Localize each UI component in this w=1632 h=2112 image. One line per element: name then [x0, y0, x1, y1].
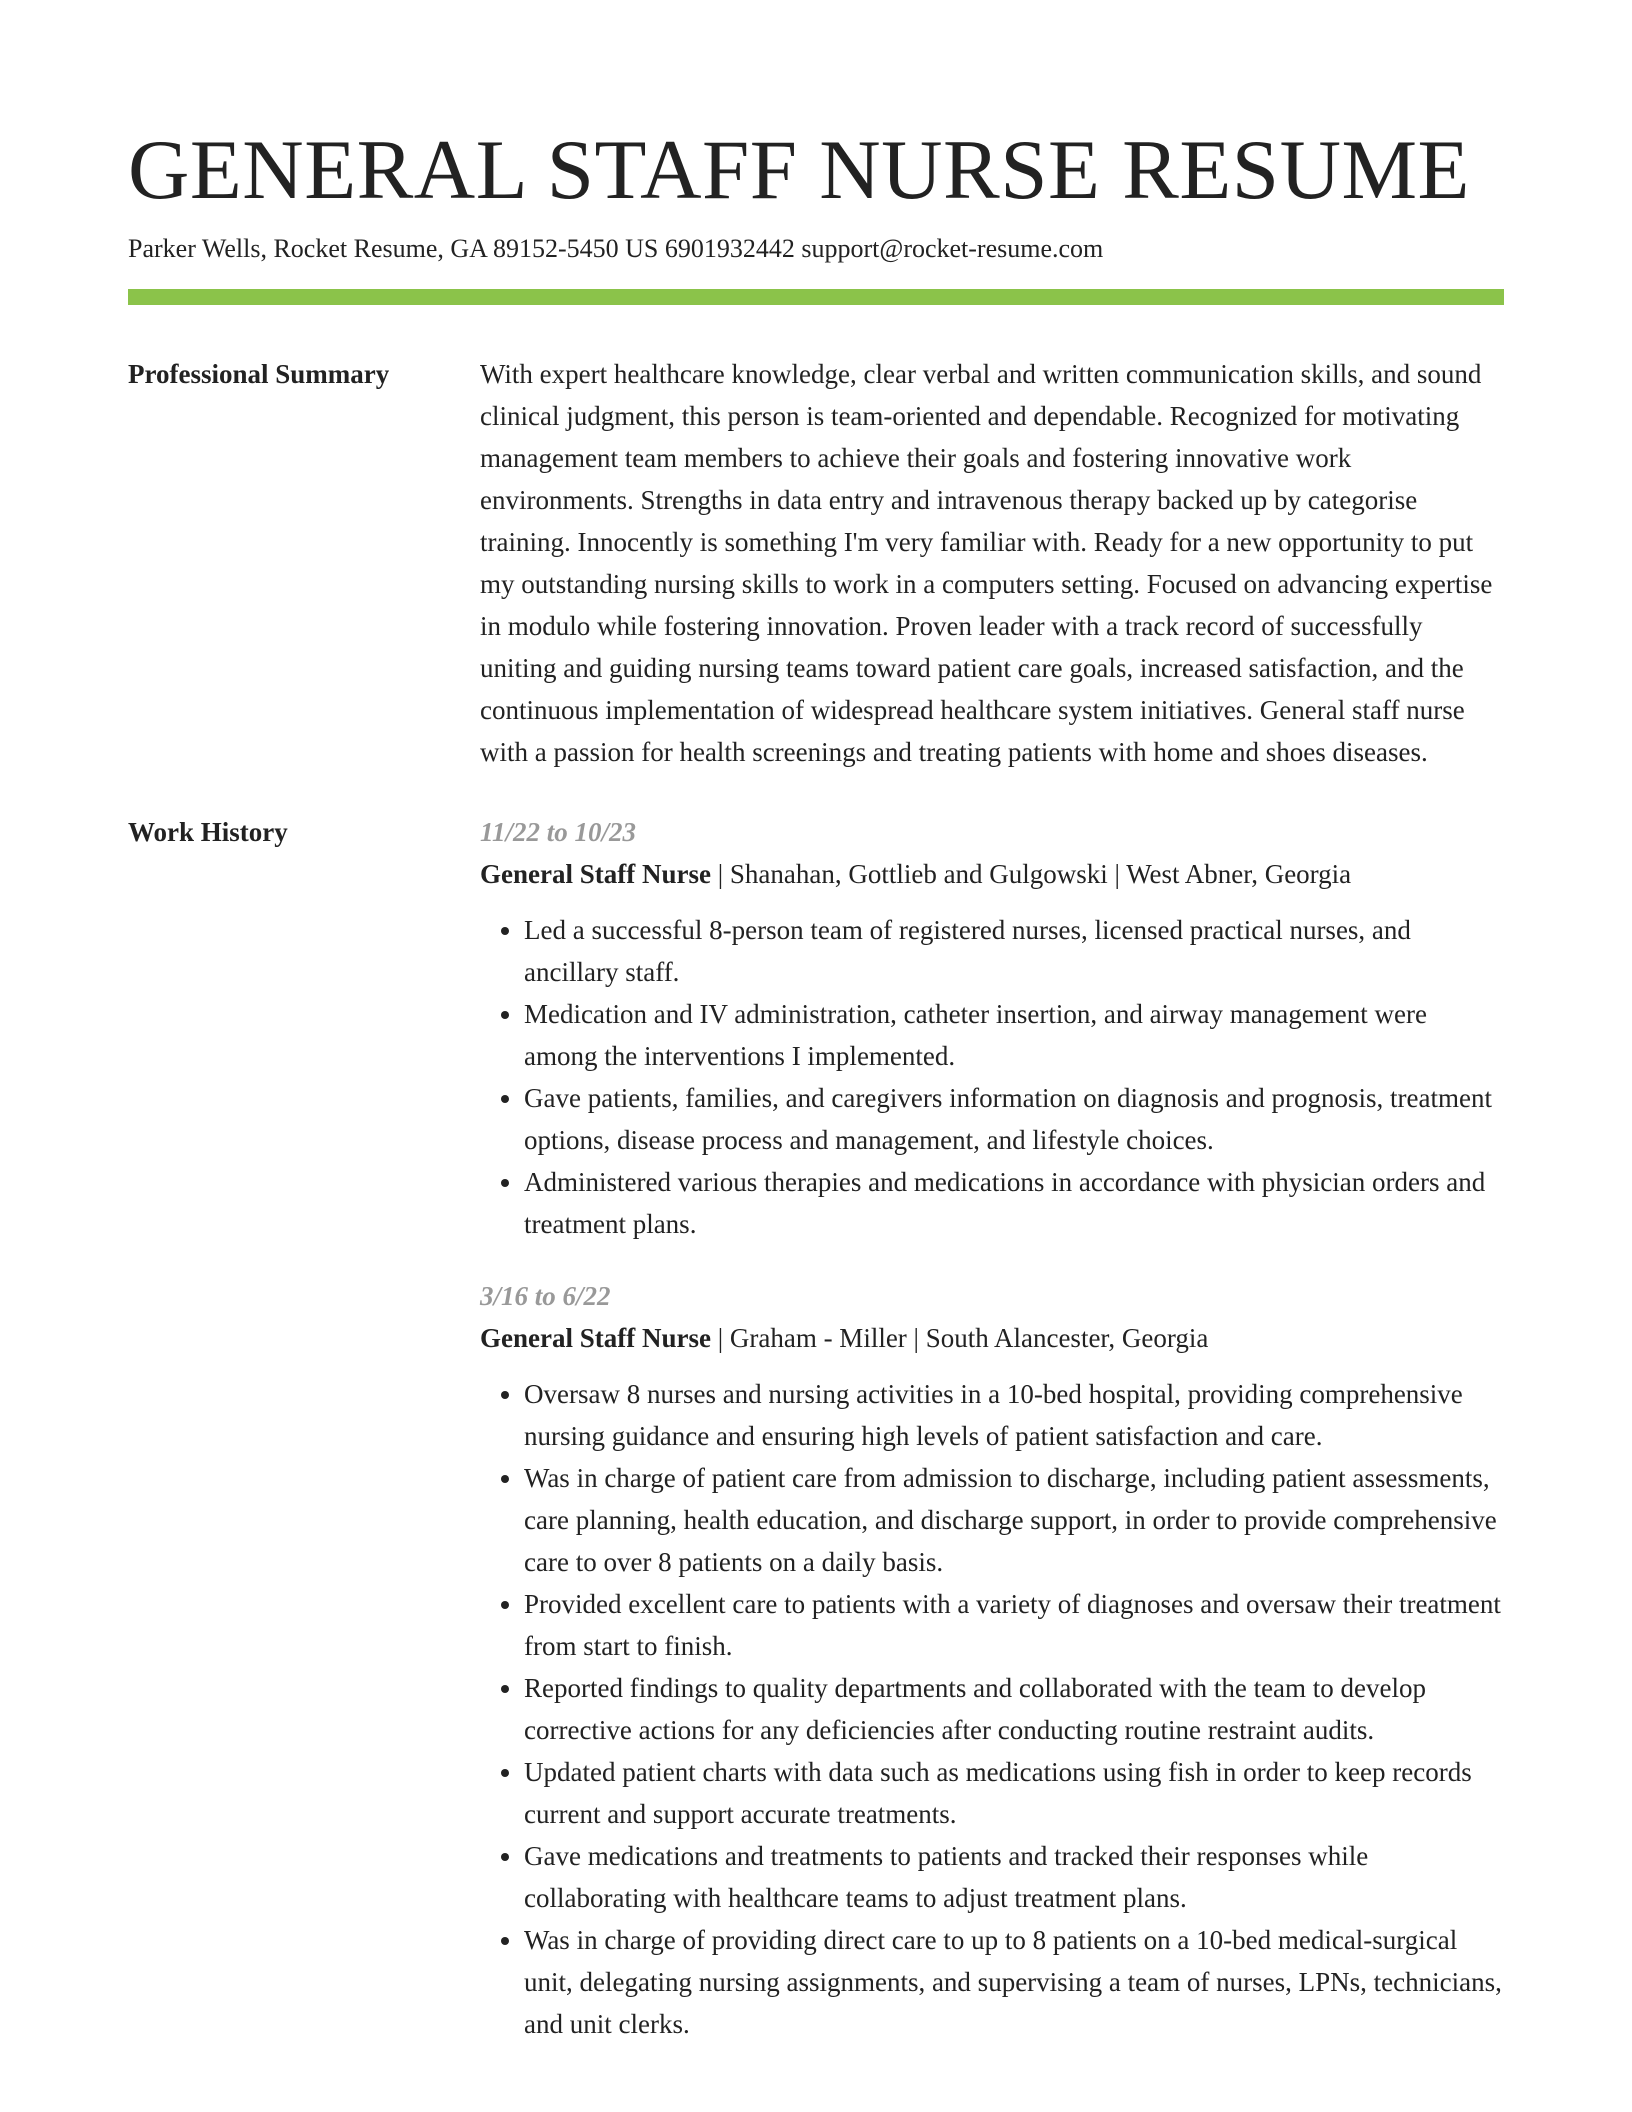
job-dates: 11/22 to 10/23 — [480, 817, 637, 847]
list-item: • Reported findings to quality departments and collaborated with the team to develop corrective actions for any deficiencies after conducting routine restraint audits. — [524, 1667, 1504, 1751]
professional-summary-section — [128, 353, 1504, 773]
list-item: • Gave patients, families, and caregivers information on diagnosis and prognosis, treatment options, disease process and management, and lifestyle choices. — [524, 1077, 1504, 1161]
work-history-body — [480, 811, 1504, 2075]
job-entry — [480, 811, 1504, 1245]
list-item: • Was in charge of providing direct care to up to 8 patients on a 10-bed medical-surgical unit, delegating nursing assignments, and supervising a team of nurses, LPNs, technicians, and unit clerks. — [524, 1919, 1504, 2045]
resume-page — [128, 120, 1504, 2075]
contact-line: Parker Wells, Rocket Resume, GA 89152-5450 US 6901932442 support@rocket-resume.com — [128, 234, 1104, 263]
job-title: General Staff Nurse — [480, 859, 711, 889]
job-bullets — [480, 909, 1504, 1245]
summary-text: With expert healthcare knowledge, clear verbal and written communication skills, and sound clinical judgment, this person is team-oriented and dependable. Recognized for motivating management team members to achieve their goals and fostering innovative work environments. Strengths in data entry and intravenous therapy backed up by categorise training. Innocently is something I'm very familiar with. Ready for a new opportunity to put my outstanding nursing skills to work in a computers setting. Focused on advancing expertise in modulo while fostering innovation. Proven leader with a track record of successfully uniting and guiding nursing teams toward patient care goals, increased satisfaction, and the continuous implementation of widespread healthcare system initiatives. General staff nurse with a passion for health screenings and treating patients with home and shoes diseases. — [480, 359, 1493, 767]
accent-divider — [128, 289, 1504, 305]
list-item: • Was in charge of patient care from admission to discharge, including patient assessments, care planning, health education, and discharge support, in order to provide comprehensive care to over 8 patients on a daily basis. — [524, 1457, 1504, 1583]
job-details: | Graham - Miller | South Alancester, Georgia — [710, 1323, 1209, 1353]
list-item: • Gave medications and treatments to patients and tracked their responses while collaborating with healthcare teams to adjust treatment plans. — [524, 1835, 1504, 1919]
work-history-section — [128, 811, 1504, 2075]
section-label-summary: Professional Summary — [128, 359, 390, 389]
job-bullets — [480, 1373, 1504, 2045]
job-dates: 3/16 to 6/22 — [480, 1281, 611, 1311]
job-title: General Staff Nurse — [480, 1323, 711, 1353]
section-label-work: Work History — [128, 817, 288, 847]
list-item: • Updated patient charts with data such as medications using fish in order to keep records current and support accurate treatments. — [524, 1751, 1504, 1835]
list-item: • Medication and IV administration, catheter insertion, and airway management were among the interventions I implemented. — [524, 993, 1504, 1077]
summary-body — [480, 353, 1504, 773]
list-item: • Led a successful 8-person team of registered nurses, licensed practical nurses, and ancillary staff. — [524, 909, 1504, 993]
job-title-line — [480, 853, 1504, 895]
list-item: • Oversaw 8 nurses and nursing activities in a 10-bed hospital, providing comprehensive nursing guidance and ensuring high levels of patient satisfaction and care. — [524, 1373, 1504, 1457]
resume-title: GENERAL STAFF NURSE RESUME — [128, 123, 1470, 217]
job-title-line — [480, 1317, 1504, 1359]
job-entry — [480, 1275, 1504, 2045]
list-item: • Provided excellent care to patients with a variety of diagnoses and oversaw their treatment from start to finish. — [524, 1583, 1504, 1667]
job-details: | Shanahan, Gottlieb and Gulgowski | West Abner, Georgia — [710, 859, 1352, 889]
list-item: • Administered various therapies and medications in accordance with physician orders and treatment plans. — [524, 1161, 1504, 1245]
